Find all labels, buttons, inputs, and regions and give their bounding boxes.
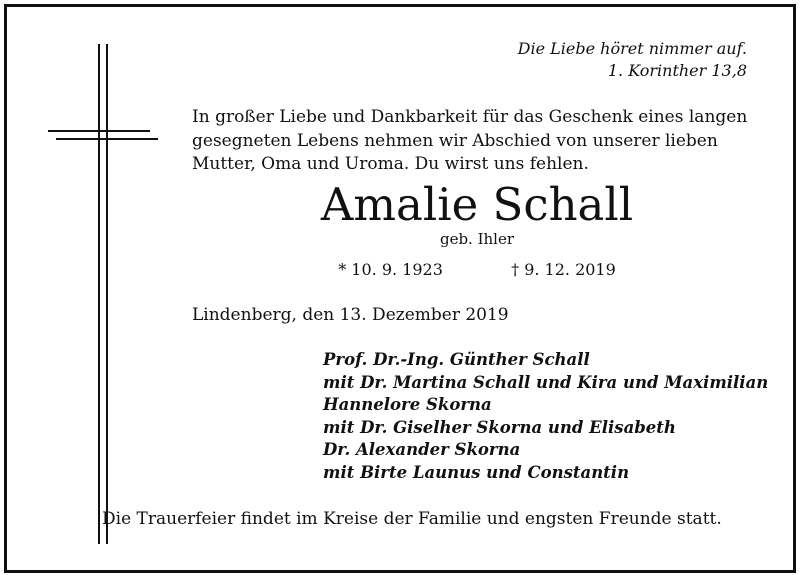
birth-name: geb. Ihler: [439, 230, 515, 248]
death-cross-icon: †: [511, 260, 520, 279]
mourners-list: [323, 349, 768, 484]
birth-star-icon: *: [338, 260, 347, 279]
funeral-note: Die Trauerfeier findet im Kreise der Familie und engsten Freunde statt.: [102, 509, 722, 529]
bible-quote-text: Die Liebe höret nimmer auf.: [517, 39, 747, 58]
notice-border: [4, 4, 796, 573]
mourner-line: mit Birte Launus und Constantin: [323, 462, 630, 482]
mourner-line: Hannelore Skorna: [323, 395, 492, 414]
place-and-date: Lindenberg, den 13. Dezember 2019: [192, 305, 509, 325]
mourner-line: mit Dr. Martina Schall und Kira und Maximilian: [323, 372, 769, 392]
cross-vertical-line-shadow: [106, 44, 108, 544]
bible-quote: [518, 38, 747, 82]
bible-quote-source: 1. Korinther 13,8: [607, 61, 747, 80]
mourner-line: mit Dr. Giselher Skorna und Elisabeth: [323, 417, 676, 437]
death-date: 9. 12. 2019: [524, 260, 616, 279]
cross-vertical-line: [98, 44, 100, 544]
deceased-name: Amalie Schall: [320, 178, 634, 231]
intro-text: In großer Liebe und Dankbarkeit für das Geschenk eines langen gesegneten Lebens nehmen wir Abschied von unserer lieben Mutter, Oma und Uroma. Du wirst uns fehlen.: [192, 107, 748, 174]
mourner-line: Dr. Alexander Skorna: [323, 440, 521, 459]
cross-horizontal-line: [48, 130, 150, 132]
mourner-line: Prof. Dr.-Ing. Günther Schall: [323, 350, 590, 369]
birth-date: 10. 9. 1923: [351, 260, 443, 279]
cross-horizontal-line-shadow: [56, 138, 158, 140]
life-dates: [192, 258, 762, 282]
